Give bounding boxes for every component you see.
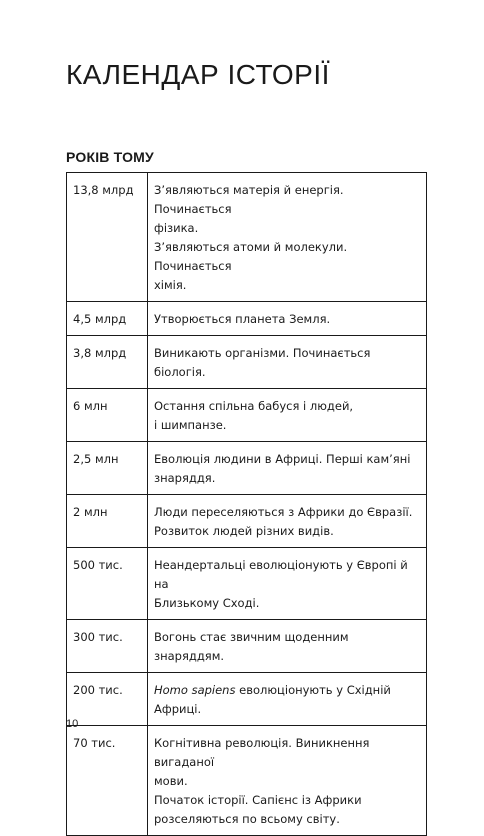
species-name: Homo sapiens: [154, 683, 236, 697]
years-ago-cell: 3,8 млрд: [67, 336, 148, 389]
event-cell: [148, 389, 427, 442]
event-text-line: Розвиток людей різних видів.: [154, 524, 334, 538]
history-calendar-table: [66, 172, 427, 836]
event-text-line: Утворюється планета Земля.: [154, 312, 331, 326]
event-cell: [148, 442, 427, 495]
event-text-line: Люди переселяються з Африки до Євразії.: [154, 505, 413, 519]
event-text: еволюціонують у Східній: [235, 683, 391, 697]
table-row: [67, 495, 427, 548]
event-text-line: Виникають організми. Починається біологія.: [154, 346, 371, 379]
event-text-line: [154, 681, 420, 700]
years-ago-cell: 200 тис.: [67, 673, 148, 726]
event-cell: [148, 495, 427, 548]
event-text-line: знаряддя.: [154, 471, 216, 485]
years-ago-cell: 13,8 млрд: [67, 173, 148, 302]
section-heading: РОКІВ ТОМУ: [66, 149, 154, 165]
years-ago-cell: 70 тис.: [67, 726, 148, 836]
table-row: [67, 548, 427, 620]
event-cell: [148, 673, 427, 726]
event-cell: [148, 302, 427, 336]
event-text-line: хімія.: [154, 278, 187, 292]
table-row: [67, 173, 427, 302]
page-number: 10: [66, 718, 79, 730]
event-text-line: Початок історії. Сапієнс із Африки: [154, 793, 362, 807]
event-text-line: фізика.: [154, 221, 199, 235]
years-ago-cell: 6 млн: [67, 389, 148, 442]
event-text-line: Неандертальці еволюціонують у Європі й на: [154, 558, 408, 591]
event-cell: [148, 548, 427, 620]
event-text-line: Остання спільна бабуся і людей,: [154, 399, 354, 413]
table-row: [67, 726, 427, 836]
table-row: [67, 389, 427, 442]
event-text-line: мови.: [154, 774, 188, 788]
page-title: КАЛЕНДАР ІСТОРІЇ: [66, 59, 330, 90]
years-ago-cell: 2 млн: [67, 495, 148, 548]
history-calendar-body: [67, 173, 427, 836]
table-row: [67, 673, 427, 726]
event-cell: [148, 620, 427, 673]
event-text-line: розселяються по всьому світу.: [154, 812, 340, 826]
years-ago-cell: 2,5 млн: [67, 442, 148, 495]
table-row: [67, 620, 427, 673]
event-text-line: Близькому Сході.: [154, 596, 260, 610]
event-text: Африці.: [154, 702, 202, 716]
years-ago-cell: 4,5 млрд: [67, 302, 148, 336]
event-text-line: З’являються атоми й молекули. Починається: [154, 240, 348, 273]
table-row: [67, 442, 427, 495]
event-cell: [148, 336, 427, 389]
event-text-line: і шимпанзе.: [154, 418, 227, 432]
event-cell: [148, 726, 427, 836]
years-ago-cell: 500 тис.: [67, 548, 148, 620]
event-text-line: З’являються матерія й енергія. Починається: [154, 183, 344, 216]
years-ago-cell: 300 тис.: [67, 620, 148, 673]
event-text-line: Еволюція людини в Африці. Перші кам’яні: [154, 452, 411, 466]
event-text-line: [154, 700, 420, 719]
event-text-line: Вогонь стає звичним щоденним знаряддям.: [154, 630, 349, 663]
table-row: [67, 302, 427, 336]
event-cell: [148, 173, 427, 302]
event-text-line: Когнітивна революція. Виникнення вигаданої: [154, 736, 370, 769]
table-row: [67, 336, 427, 389]
